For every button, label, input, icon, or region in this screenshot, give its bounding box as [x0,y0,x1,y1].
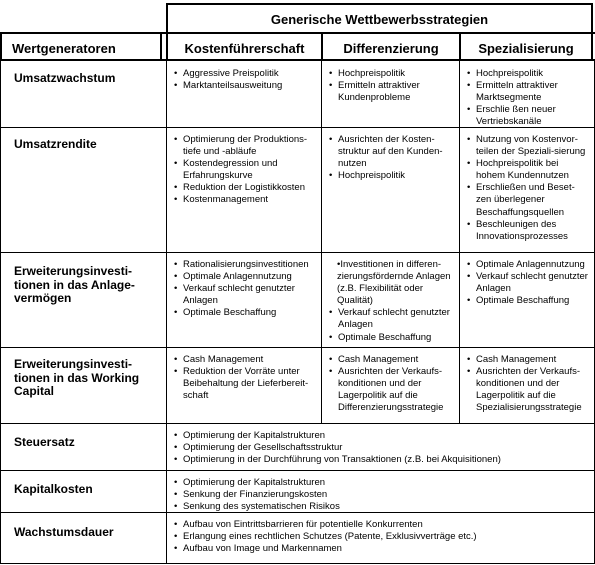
list-item: • Optimale Beschaffung [466,295,590,307]
list-item: • Hochpreispolitik [466,68,590,80]
list-item: • Verkauf schlecht genutzter Anlagen [173,283,317,307]
row-divider [0,347,595,348]
list-item: • Hochpreispolitik bei hohem Kundennutzen [466,158,590,182]
col-header-wertgeneratoren: Wertgeneratoren [12,41,116,56]
list-item: • Ermitteln attraktiver Marktsegmente [466,80,590,104]
list-item: • Beschleunigen des Innovationsprozesses [466,219,590,243]
list-item: • Marktanteilsausweitung [173,80,317,92]
cell-anlage-differenzierung [322,254,459,344]
list-item: • Erlangung eines rechtlichen Schutzes (Patente, Exklusivverträge etc.) [173,531,590,543]
list-item: • Hochpreispolitik [328,68,455,80]
grid-line [0,61,1,564]
list-item: • Reduktion der Vorräte unter Beibehaltung der Lieferbereit-schaft [173,366,317,402]
list-item: • Hochpreispolitik [328,170,455,182]
list-item: • Cash Management [466,354,590,366]
cell-wc-kosten [167,349,321,402]
list-item: • Verkauf schlecht genutzter Anlagen [328,307,455,331]
list-item: • Ausrichten der Kosten-struktur auf den Kunden-nutzen [328,134,455,170]
list-item: • Cash Management [328,354,455,366]
list-item: • Erschlie ßen neuer Vertriebskanäle [466,104,590,128]
col-header-spezialisierung: Spezialisierung [478,41,574,56]
col-header-kostenfuehrerschaft: Kostenführerschaft [184,41,305,56]
header-divider [591,3,593,61]
strategy-group-title: Generische Wettbewerbsstrategien [270,12,489,27]
cell-umsatzrendite-spezialisierung [460,129,594,243]
col-header-differenzierung: Differenzierung [343,41,439,56]
list-item: • Senkung des systematischen Risikos [173,501,590,513]
list-item: • Nutzung von Kostenvor-teilen der Speziali-sierung [466,134,590,158]
row-divider [0,423,595,424]
list-item: • Optimierung der Produktions-tiefe und -abläufe [173,134,317,158]
cell-wc-differenzierung [322,349,459,414]
list-item: • Optimierung der Gesellschaftsstruktur [173,442,590,454]
list-item: • Optimierung der Kapitalstrukturen [173,430,590,442]
cell-umsatzrendite-kosten [167,129,321,207]
list-item-lead: •Investitionen in differen-zierungsfördernde Anlagen (z.B. Flexibilität oder Qualität) [337,259,451,307]
row-divider [0,252,595,253]
list-item: • Optimierung der Kapitalstrukturen [173,477,590,489]
cell-umsatzwachstum-differenzierung [322,63,459,104]
cell-umsatzwachstum-spezialisierung [460,63,594,128]
list-item: • Optimale Anlagennutzung [173,271,317,283]
list-item: • Ausrichten der Verkaufs-konditionen und der Lagerpolitik auf die Spezialisierungsstrategie [466,366,590,414]
list-item: • Aufbau von Eintrittsbarrieren für potentielle Konkurrenten [173,519,590,531]
list-item: • Aufbau von Image und Markennamen [173,543,590,555]
list-item: • Verkauf schlecht genutzter Anlagen [466,271,590,295]
cell-kapitalkosten [167,472,594,513]
list-item: • Optimierung in der Durchführung von Transaktionen (z.B. bei Akquisitionen) [173,454,590,466]
row-label-umsatzrendite: Umsatzrendite [14,137,97,151]
list-item: • Optimale Beschaffung [328,332,455,344]
list-item: • Senkung der Finanzierungskosten [173,489,590,501]
row-label-kapitalkosten: Kapitalkosten [14,482,93,496]
row-label-working-capital: Erweiterungsinvesti-tionen in das Working Capital [14,357,140,398]
row-label-steuersatz: Steuersatz [14,435,75,449]
cell-umsatzrendite-differenzierung [322,129,459,182]
list-item: • Ermitteln attraktiver Kundenprobleme [328,80,455,104]
list-item: • Ausrichten der Verkaufs-konditionen und der Lagerpolitik auf die Differenzierungsstrategie [328,366,455,414]
list-item: • Optimale Beschaffung [173,307,317,319]
list-item: • Kostendegression und Erfahrungskurve [173,158,317,182]
list-item: • Aggressive Preispolitik [173,68,317,80]
cell-anlage-spezialisierung [460,254,594,307]
list-item: • Rationalisierungsinvestitionen [173,259,317,271]
header-divider-gap [162,34,166,59]
list-item: • Erschließen und Beset-zen überlegener Beschaffungsquellen [466,182,590,218]
row-divider [0,470,595,471]
row-label-umsatzwachstum: Umsatzwachstum [14,71,116,85]
list-item: • Cash Management [173,354,317,366]
cell-wc-spezialisierung [460,349,594,414]
cell-steuersatz [167,425,594,466]
cell-umsatzwachstum-kosten [167,63,321,92]
strategy-group-header [166,3,593,32]
table-bottom-border [0,563,595,564]
row-label-anlagevermoegen: Erweiterungsinvesti-tionen in das Anlage-vermögen [14,264,135,305]
list-item: • Optimale Anlagennutzung [466,259,590,271]
list-item: • Reduktion der Logistikkosten [173,182,317,194]
cell-wachstumsdauer [167,514,594,555]
row-label-wachstumsdauer: Wachstumsdauer [14,525,114,539]
cell-anlage-kosten [167,254,321,319]
list-item: • Kostenmanagement [173,194,317,206]
